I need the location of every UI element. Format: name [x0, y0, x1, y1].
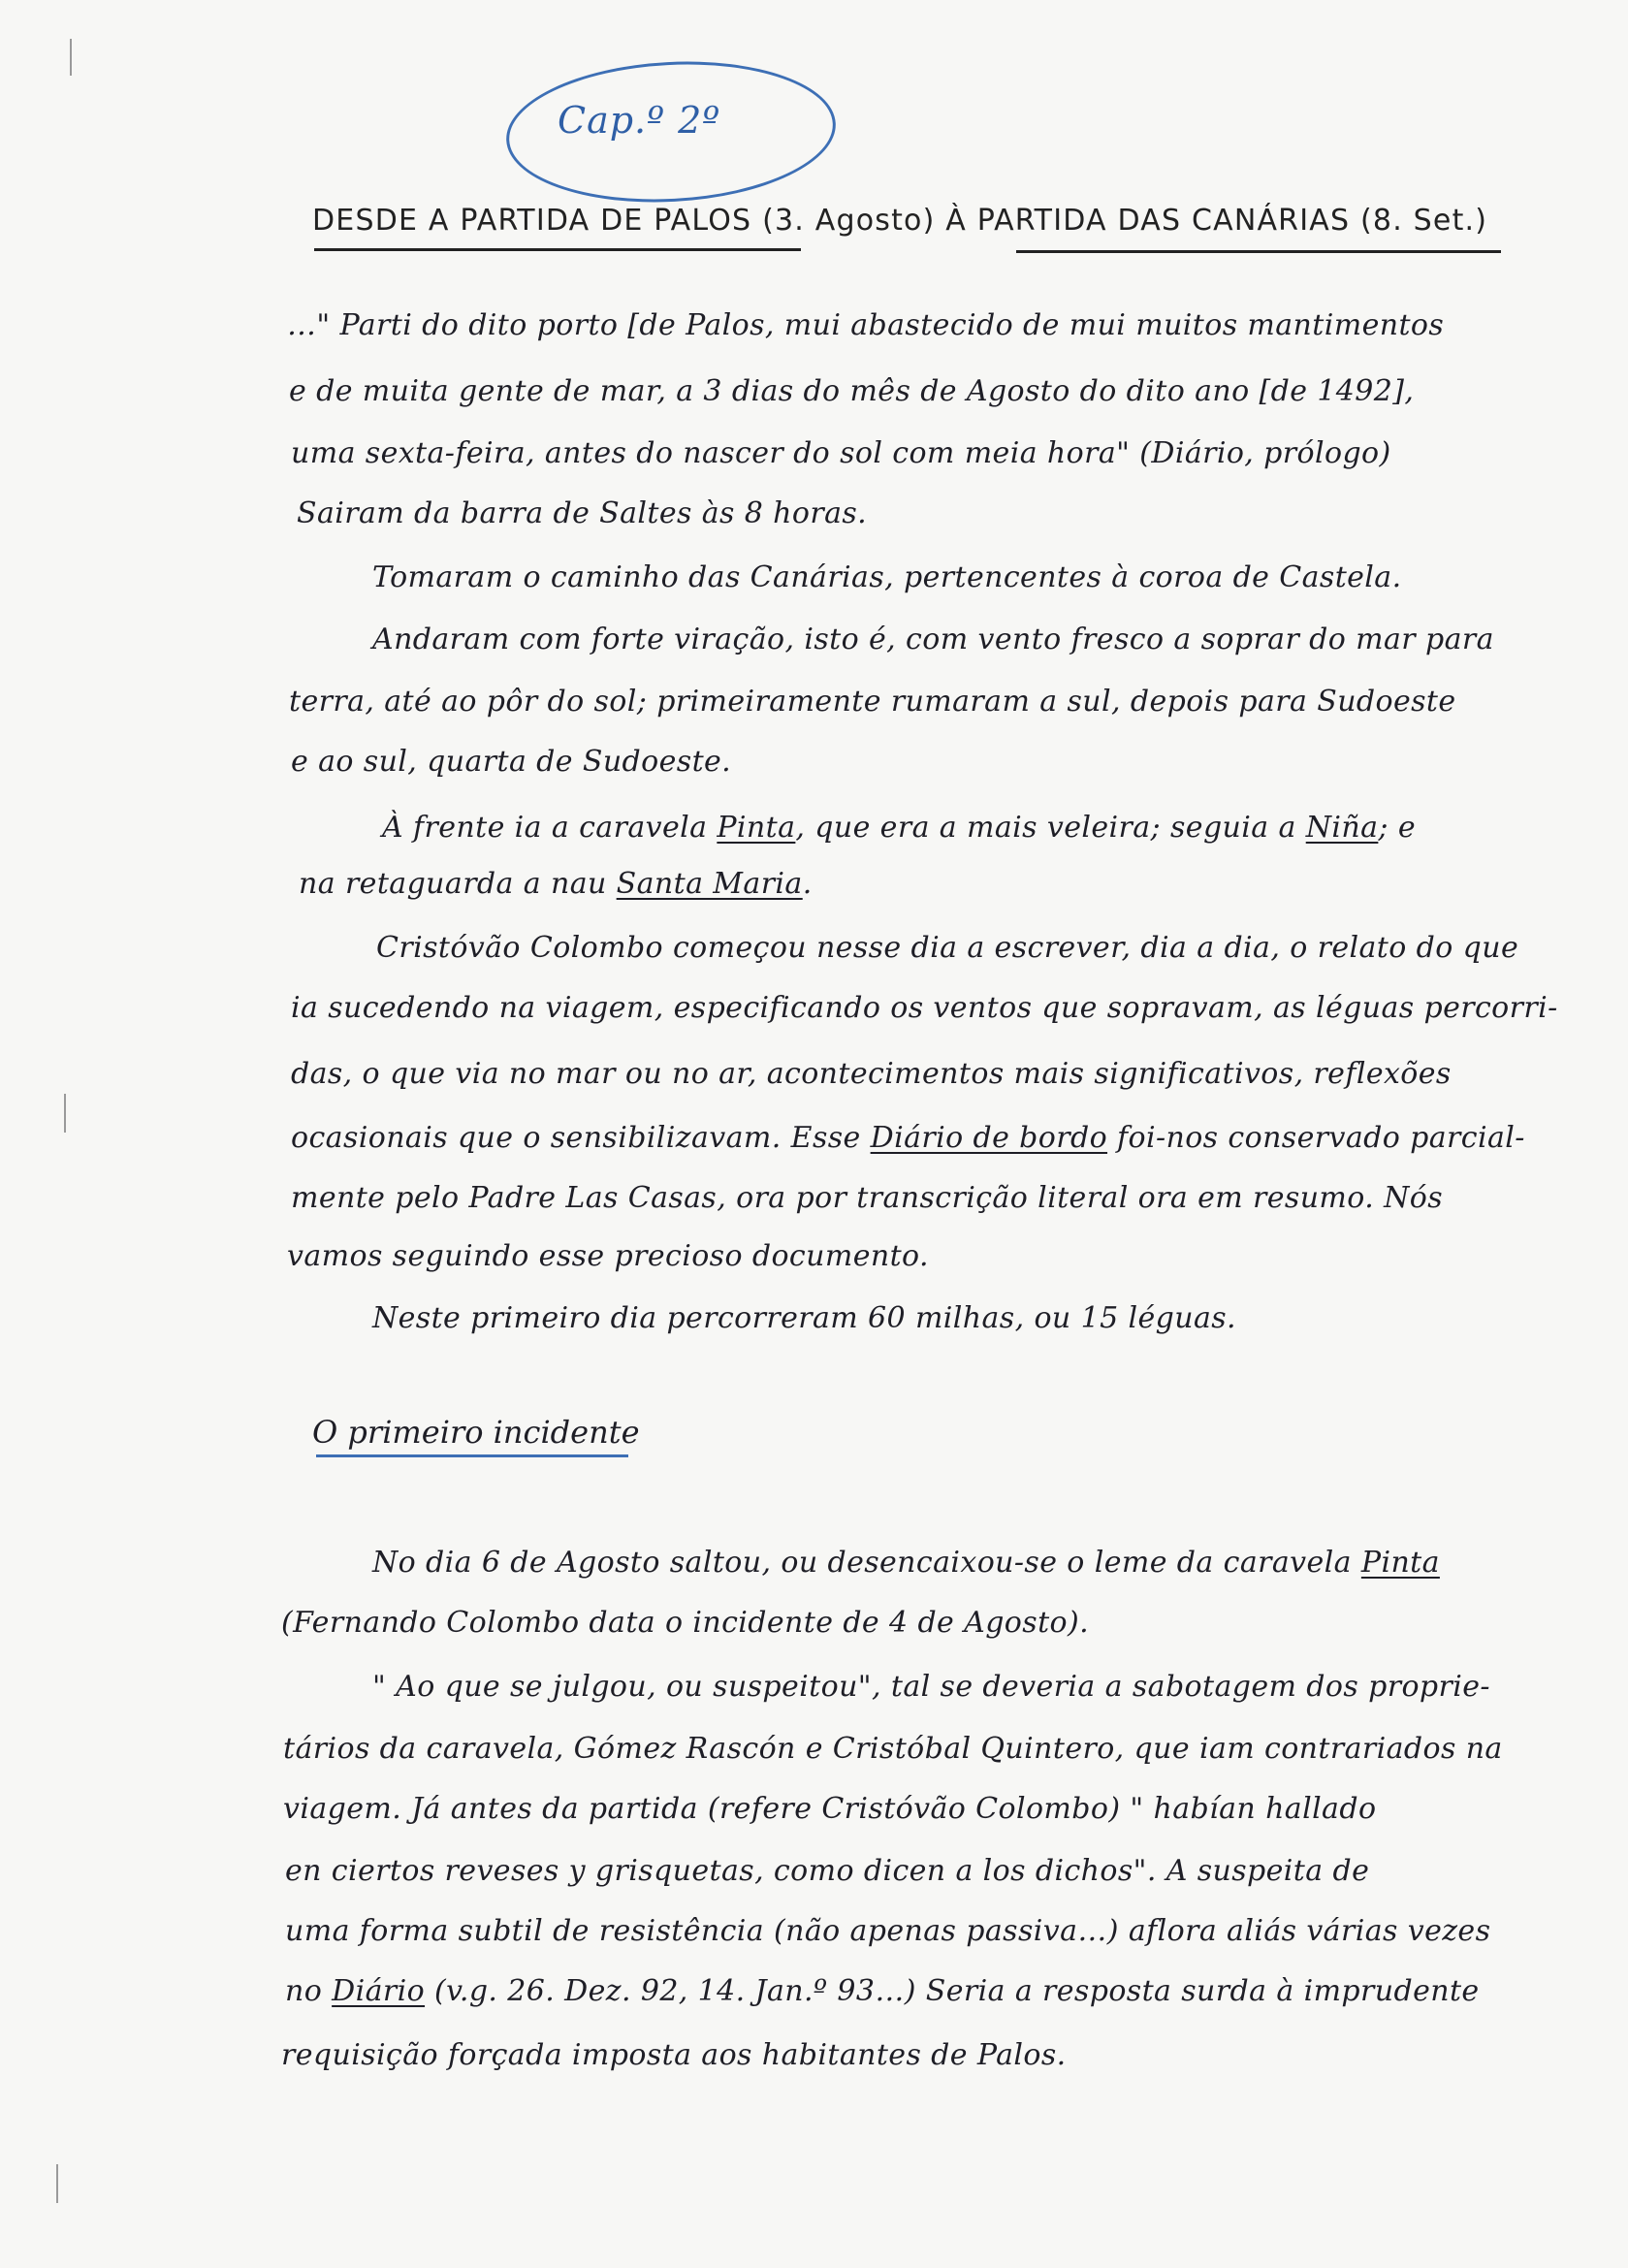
margin-mark-top [70, 39, 72, 76]
section-heading-underline [316, 1454, 628, 1457]
text-line: tários da caravela, Gómez Rascón e Cristóbal Quintero, que iam contrariados na [283, 1732, 1503, 1766]
section-heading: O primeiro incidente [312, 1414, 640, 1451]
chapter-title [312, 204, 1487, 238]
text-line: (Fernando Colombo data o incidente de 4 de Agosto). [281, 1606, 1090, 1640]
text-line: requisição forçada imposta aos habitantes de Palos. [281, 2038, 1067, 2072]
title-date-departure: (3. Agosto) [762, 204, 936, 238]
text-line: " Ao que se julgou, ou suspeitou", tal se deveria a sabotagem dos proprie- [372, 1670, 1490, 1704]
text-line: vamos seguindo esse precioso documento. [287, 1239, 929, 1273]
ship-name-pinta: Pinta [717, 811, 796, 845]
margin-mark-bottom [56, 2164, 58, 2203]
text-line: viagem. Já antes da partida (refere Cristóvão Colombo) " habían hallado [283, 1792, 1377, 1826]
text-line: mente pelo Padre Las Casas, ora por transcrição literal ora em resumo. Nós [291, 1181, 1443, 1215]
text-line: uma forma subtil de resistência (não apenas passiva…) aflora aliás várias vezes [285, 1914, 1491, 1948]
text-line-rudder-incident: No dia 6 de Agosto saltou, ou desencaixou-se o leme da caravela Pinta [372, 1546, 1440, 1580]
text-line: terra, até ao pôr do sol; primeiramente rumaram a sul, depois para Sudoeste [289, 685, 1456, 719]
text-line: Cristóvão Colombo começou nesse dia a escrever, dia a dia, o relato do que [376, 931, 1519, 965]
diario-de-bordo-title: Diário de bordo [870, 1121, 1108, 1155]
chapter-label: Cap.º 2º [558, 99, 721, 142]
text-line-rearguard: na retaguarda a nau Santa Maria. [299, 867, 813, 901]
text-line: uma sexta-feira, antes do nascer do sol com meia hora" (Diário, prólogo) [291, 436, 1391, 470]
text-line-diario-reference: no Diário (v.g. 26. Dez. 92, 14. Jan.º 93…) Seria a resposta surda à imprudente [285, 1974, 1480, 2008]
text-line: Sairam da barra de Saltes às 8 horas. [297, 496, 868, 530]
text-line: Neste primeiro dia percorreram 60 milhas, ou 15 léguas. [372, 1301, 1236, 1335]
text-line-fleet-order: À frente ia a caravela Pinta, que era a mais veleira; seguia a Niña; e [382, 811, 1416, 845]
title-underline-right [1016, 250, 1501, 253]
text-line: en ciertos reveses y grisquetas, como dicen a los dichos". A suspeita de [285, 1854, 1370, 1888]
text-line: das, o que via no mar ou no ar, acontecimentos mais significativos, reflexões [291, 1057, 1452, 1091]
diario-title: Diário [332, 1974, 426, 2008]
title-underline-left [314, 248, 801, 251]
title-part-departure: DESDE A PARTIDA DE PALOS [312, 204, 752, 238]
title-date-canarias: (8. Set.) [1360, 204, 1488, 238]
text-line: Tomaram o caminho das Canárias, pertencentes à coroa de Castela. [372, 560, 1402, 594]
title-part-canarias: À PARTIDA DAS CANÁRIAS [945, 204, 1351, 238]
text-line: ia sucedendo na viagem, especificando os ventos que sopravam, as léguas percorri- [291, 991, 1558, 1025]
text-line: e ao sul, quarta de Sudoeste. [291, 745, 732, 779]
ship-name-nina: Niña [1305, 811, 1379, 845]
margin-mark-middle [64, 1094, 66, 1133]
text-line: Andaram com forte viração, isto é, com vento fresco a soprar do mar para [372, 623, 1494, 656]
text-line: e de muita gente de mar, a 3 dias do mês de Agosto do dito ano [de 1492], [289, 374, 1415, 408]
text-line-diario-de-bordo: ocasionais que o sensibilizavam. Esse Diário de bordo foi-nos conservado parcial- [291, 1121, 1525, 1155]
text-line: …" Parti do dito porto [de Palos, mui abastecido de mui muitos mantimentos [287, 308, 1445, 342]
ship-name-pinta-incident: Pinta [1360, 1546, 1440, 1580]
ship-name-santa-maria: Santa Maria [616, 867, 803, 901]
